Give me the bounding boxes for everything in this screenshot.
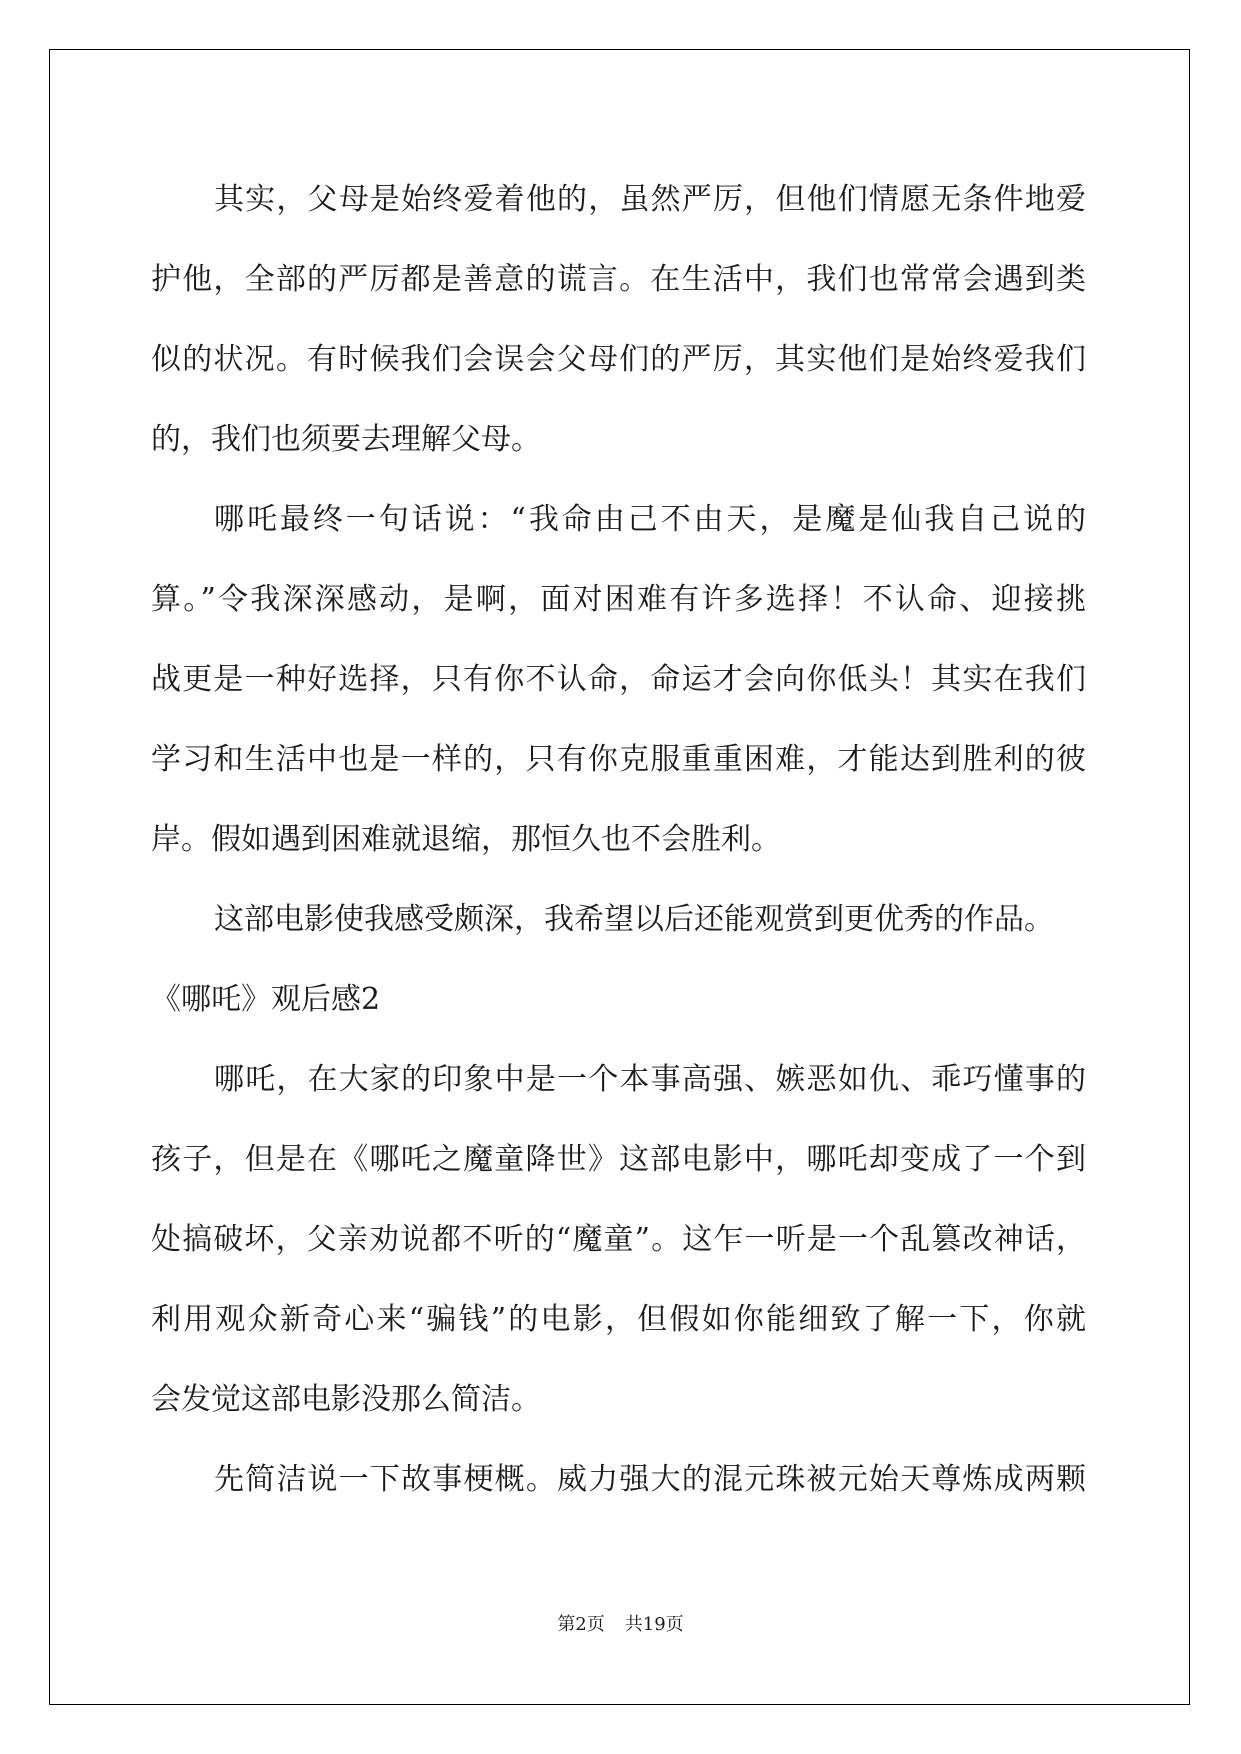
paragraph-line: 哪吒最终一句话说：“我命由己不由天，是魔是仙我自己说的: [214, 502, 1086, 537]
paragraph-line: 其实，父母是始终爱着他的，虽然严厉，但他们情愿无条件地爱: [214, 182, 1086, 217]
paragraph-line: 似的状况。有时候我们会误会父母们的严厉，其实他们是始终爱我们: [151, 342, 1086, 377]
page-number: 第2页: [557, 1614, 605, 1635]
paragraph-line: 先简洁说一下故事梗概。威力强大的混元珠被元始天尊炼成两颗: [214, 1462, 1086, 1497]
paragraph-line: 哪吒，在大家的印象中是一个本事高强、嫉恶如仇、乖巧懂事的: [214, 1062, 1086, 1097]
paragraph-line: 学习和生活中也是一样的，只有你克服重重困难，才能达到胜利的彼: [151, 742, 1086, 777]
paragraph-line: 会发觉这部电影没那么简洁。: [151, 1382, 541, 1417]
document-body: [151, 160, 1086, 1520]
paragraph-line: 处搞破坏，父亲劝说都不听的“魔童”。这乍一听是一个乱篡改神话，: [151, 1222, 1086, 1257]
paragraph-line: 的，我们也须要去理解父母。: [151, 422, 541, 457]
paragraph-line: 战更是一种好选择，只有你不认命，命运才会向你低头！其实在我们: [151, 662, 1086, 697]
page-footer: [0, 1610, 1241, 1636]
paragraph-line: 护他，全部的严厉都是善意的谎言。在生活中，我们也常常会遇到类: [151, 262, 1086, 297]
paragraph-line: 岸。假如遇到困难就退缩，那恒久也不会胜利。: [151, 822, 781, 857]
paragraph-line: 算。”令我深深感动，是啊，面对困难有许多选择！不认命、迎接挑: [151, 582, 1086, 617]
paragraph-line: 这部电影使我感受颇深，我希望以后还能观赏到更优秀的作品。: [214, 902, 1054, 937]
page-total: 共19页: [624, 1614, 684, 1635]
paragraph-line: 孩子，但是在《哪吒之魔童降世》这部电影中，哪吒却变成了一个到: [151, 1142, 1086, 1177]
paragraph-line: 利用观众新奇心来“骗钱”的电影，但假如你能细致了解一下，你就: [151, 1302, 1086, 1337]
section-heading: 《哪吒》观后感2: [151, 982, 381, 1017]
